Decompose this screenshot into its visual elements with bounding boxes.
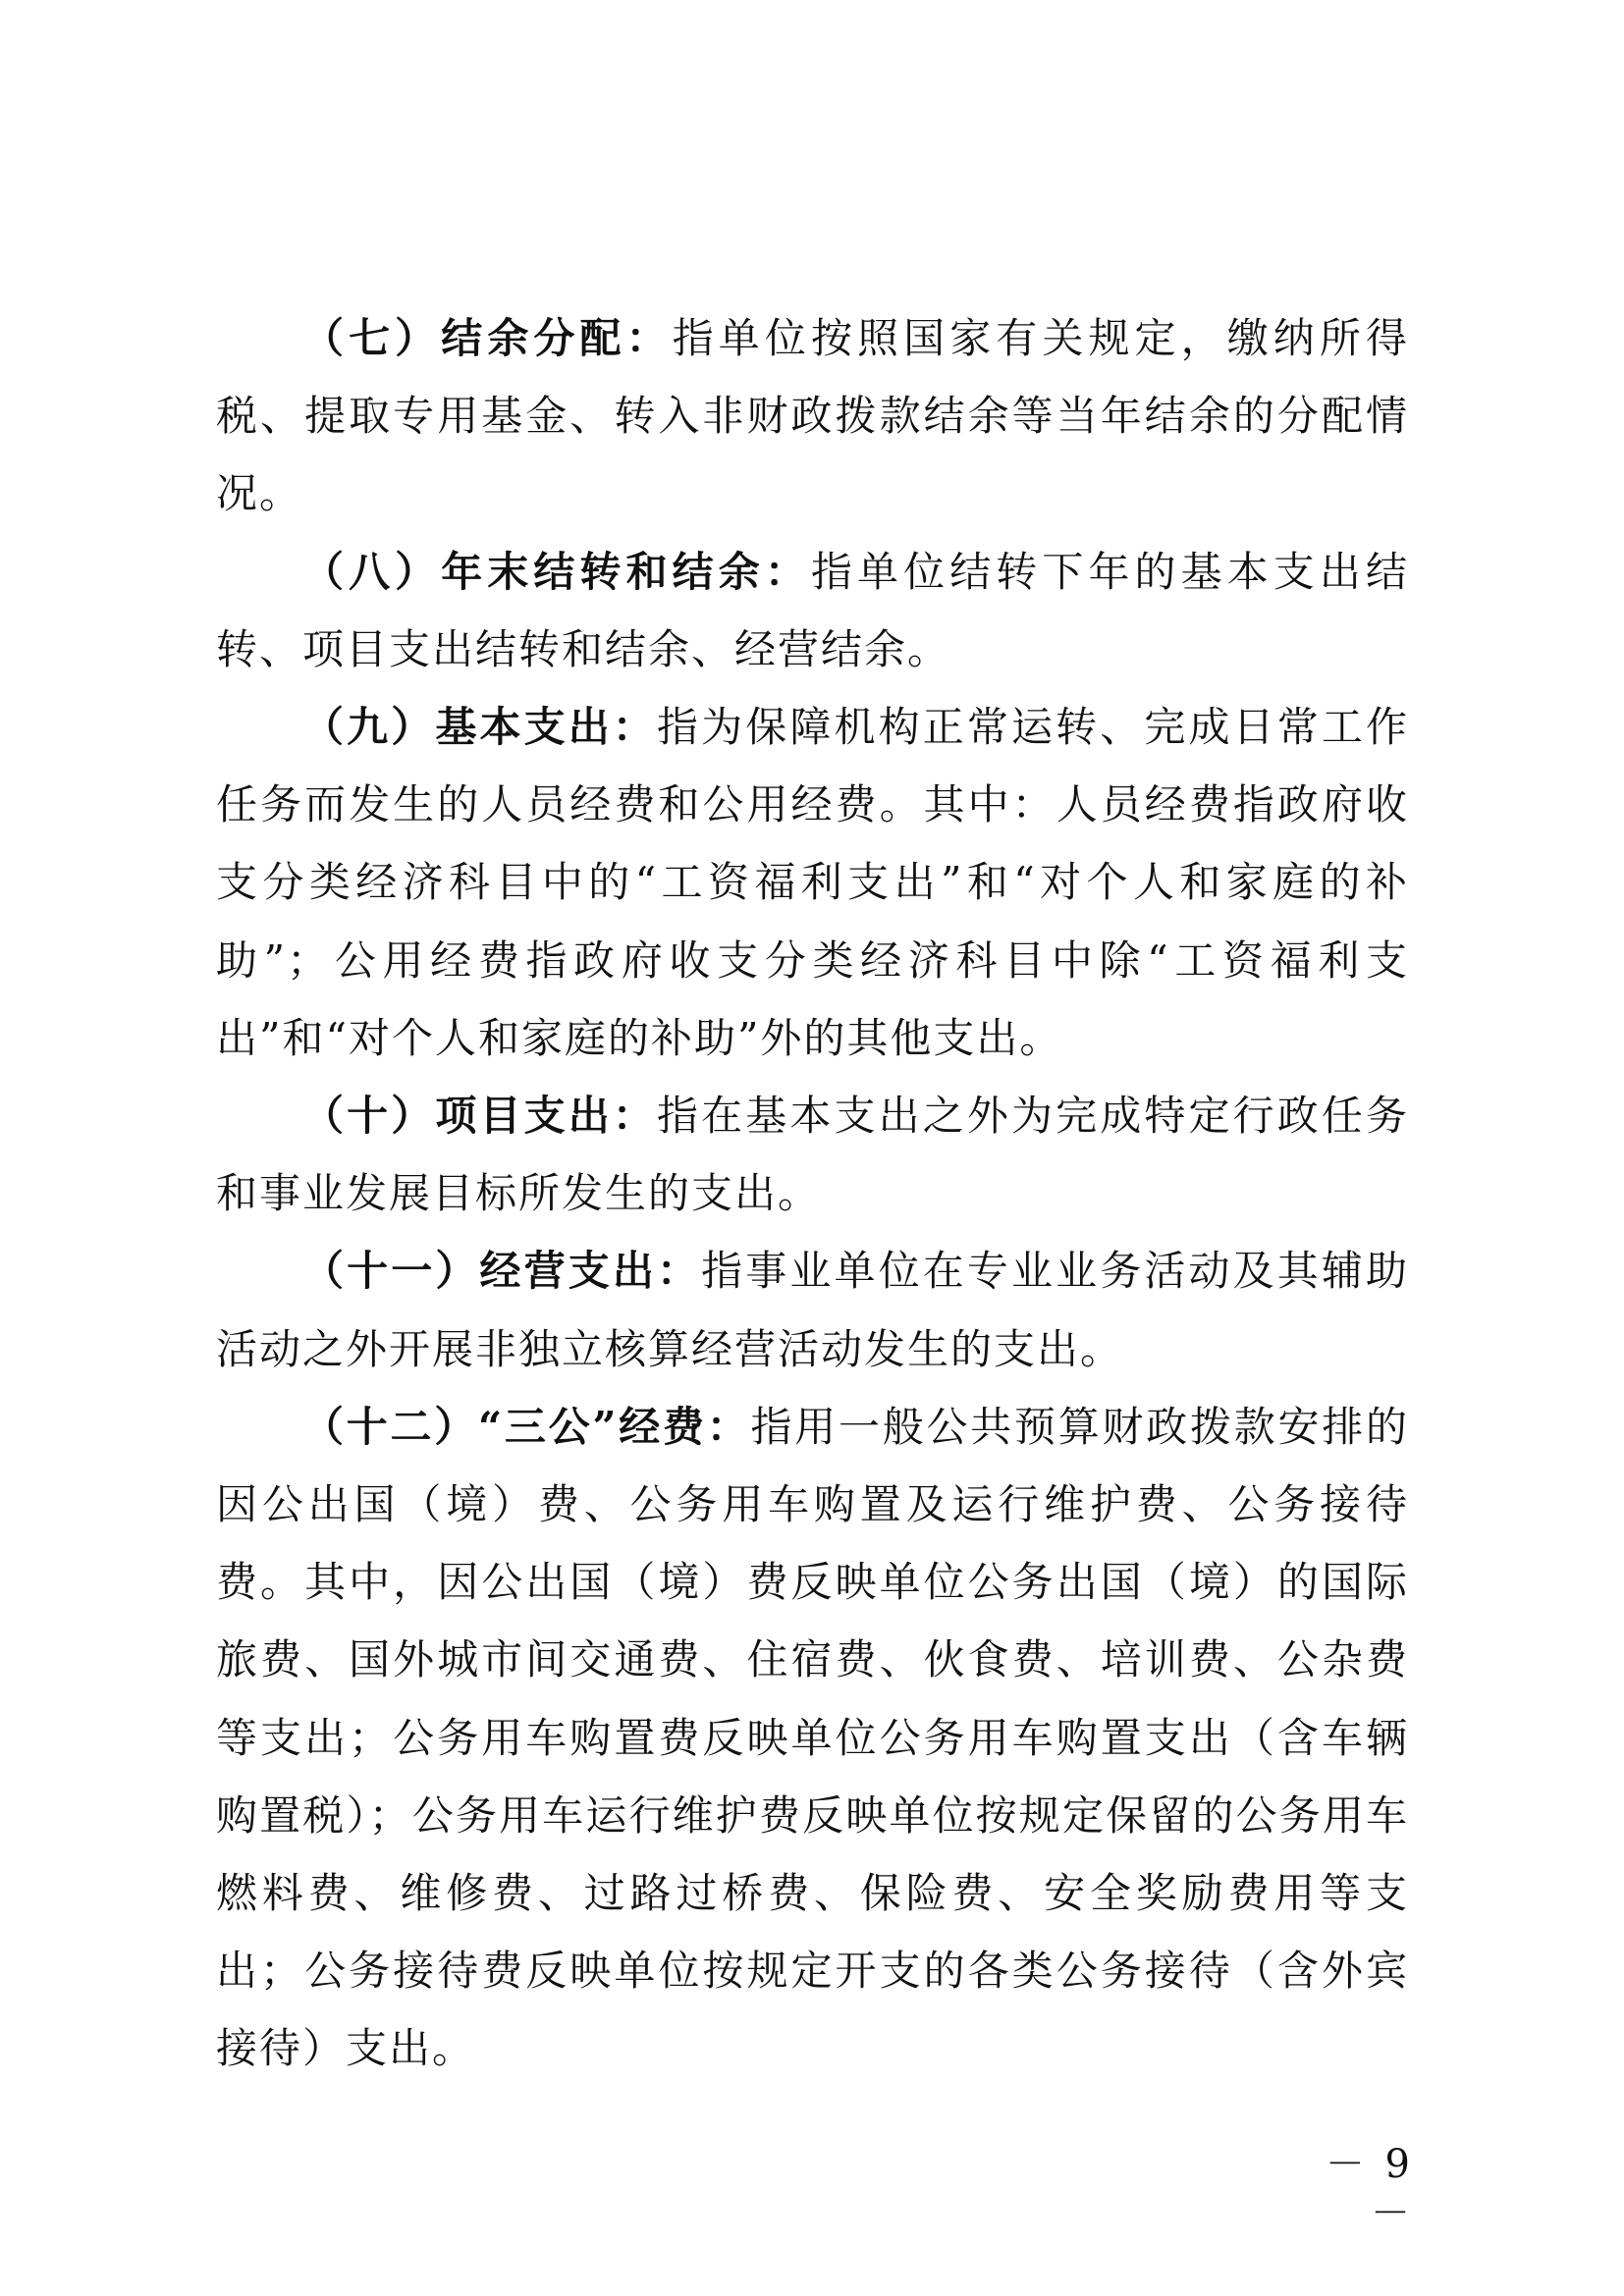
paragraph-text: 指事业单位在专业业务活动及其辅助活动之外开展非独立核算经营活动发生的支出。 bbox=[216, 1247, 1409, 1373]
document-body bbox=[216, 299, 1409, 2088]
paragraph-term: （九）基本支出： bbox=[302, 703, 657, 752]
paragraph-term: （七）结余分配： bbox=[302, 314, 673, 362]
paragraph-basic-expenditure bbox=[216, 688, 1409, 1077]
paragraph-year-end-balance bbox=[216, 533, 1409, 688]
page-number: － 9 － bbox=[1325, 2142, 1414, 2236]
paragraph-term: （十）项目支出： bbox=[302, 1092, 657, 1141]
paragraph-text: 指单位结转下年的基本支出结转、项目支出结转和结余、经营结余。 bbox=[216, 547, 1409, 673]
paragraph-text: 指单位按照国家有关规定，缴纳所得税、提取专用基金、转入非财政拨款结余等当年结余的分配情况。 bbox=[216, 314, 1409, 518]
paragraph-operating-expenditure bbox=[216, 1232, 1409, 1387]
paragraph-surplus-distribution bbox=[216, 299, 1409, 533]
paragraph-term: （十一）经营支出： bbox=[302, 1247, 702, 1296]
paragraph-term: （十二）“三公”经费： bbox=[302, 1402, 751, 1451]
paragraph-term: （八）年末结转和结余： bbox=[302, 547, 811, 596]
paragraph-text: 指在基本支出之外为完成特定行政任务和事业发展目标所发生的支出。 bbox=[216, 1092, 1409, 1218]
paragraph-text: 指用一般公共预算财政拨款安排的因公出国（境）费、公务用车购置及运行维护费、公务接待费。其中，因公出国（境）费反映单位公务出国（境）的国际旅费、国外城市间交通费、住宿费、伙食费、培训费、公杂费等支出；公务用车购置费反映单位公务用车购置支出（含车辆购置税）；公务用车运行维护费反映单位按规定保留的公务用车燃料费、维修费、过路过桥费、保险费、安全奖励费用等支出；公务接待费反映单位按规定开支的各类公务接待（含外宾接待）支出。 bbox=[216, 1402, 1409, 2073]
paragraph-project-expenditure bbox=[216, 1077, 1409, 1232]
paragraph-text: 指为保障机构正常运转、完成日常工作任务而发生的人员经费和公用经费。其中：人员经费指政府收支分类经济科目中的“工资福利支出”和“对个人和家庭的补助”；公用经费指政府收支分类经济科目中除“工资福利支出”和“对个人和家庭的补助”外的其他支出。 bbox=[216, 703, 1409, 1062]
paragraph-three-public-expenses bbox=[216, 1388, 1409, 2088]
